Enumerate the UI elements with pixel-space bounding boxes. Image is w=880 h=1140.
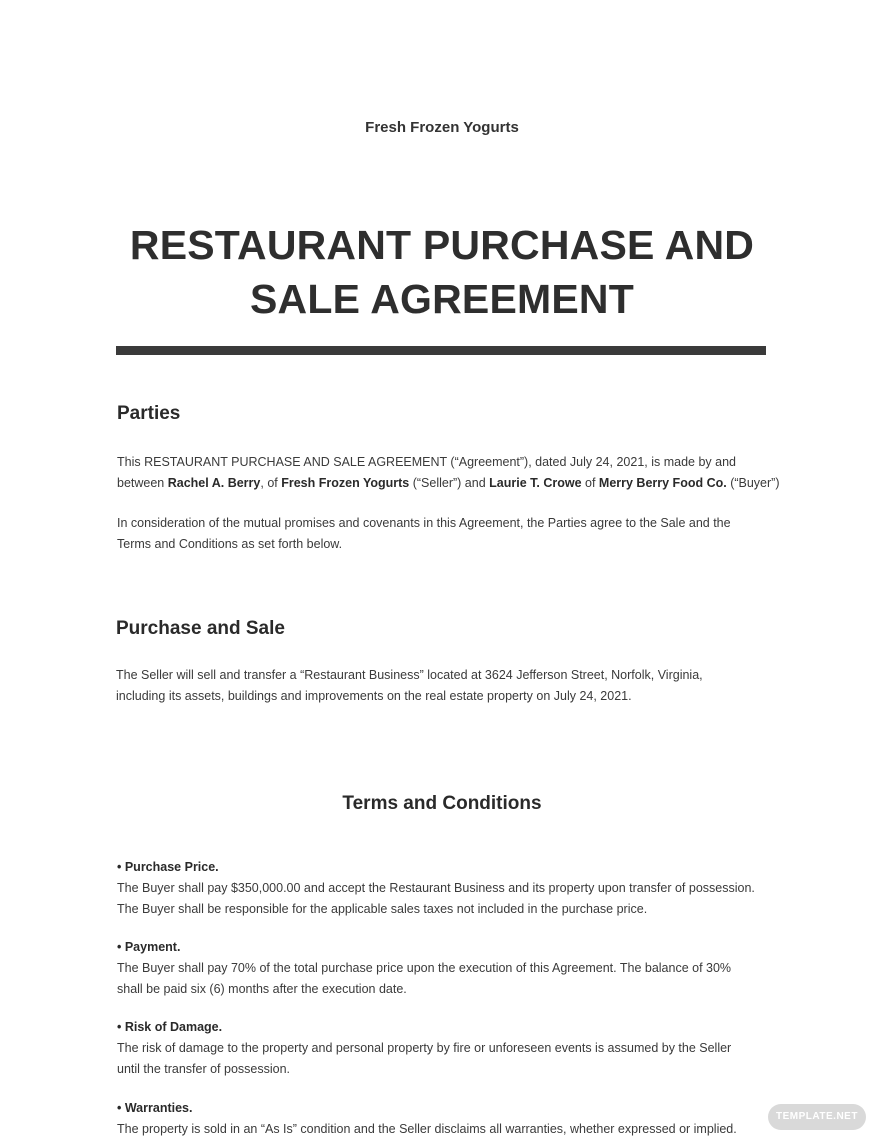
text-span: (“Buyer”) (726, 476, 780, 490)
document-title (60, 218, 824, 326)
term-line: The Buyer shall pay 70% of the total purchase price upon the execution of this Agreement. The balance of 30% (117, 961, 732, 975)
term-title: • Risk of Damage. (117, 1020, 223, 1034)
title-divider (116, 346, 766, 355)
purchase-sale-line1: The Seller will sell and transfer a “Restaurant Business” located at 3624 Jefferson Street, Norfolk, Virginia, (116, 668, 703, 682)
term-line: until the transfer of possession. (117, 1062, 291, 1076)
title-line-1: RESTAURANT PURCHASE AND (129, 222, 755, 268)
term-line: shall be paid six (6) months after the execution date. (117, 982, 407, 996)
term-warranties (117, 1098, 807, 1140)
parties-paragraph-1 (117, 452, 797, 494)
text-span: of (581, 476, 599, 490)
terms-heading: Terms and Conditions (342, 793, 542, 814)
term-title: • Payment. (117, 940, 181, 954)
text-span: , of (260, 476, 282, 490)
seller-name: Rachel A. Berry (167, 476, 261, 490)
term-line: The Buyer shall pay $350,000.00 and accept the Restaurant Business and its property upon transfer of possession. (117, 881, 755, 895)
term-risk-of-damage (117, 1017, 807, 1080)
text-span: between (117, 476, 168, 490)
buyer-name: Laurie T. Crowe (489, 476, 582, 490)
purchase-sale-paragraph (116, 665, 796, 707)
parties-p2-line2: Terms and Conditions as set forth below. (117, 537, 343, 551)
purchase-sale-line2: including its assets, buildings and improvements on the real estate property on July 24, 2021. (116, 689, 632, 703)
term-line: The Buyer shall be responsible for the applicable sales taxes not included in the purchase price. (117, 902, 648, 916)
buyer-company: Merry Berry Food Co. (598, 476, 727, 490)
title-line-2: SALE AGREEMENT (250, 276, 634, 322)
parties-p2-line1: In consideration of the mutual promises and covenants in this Agreement, the Parties agree to the Sale and the (117, 516, 731, 530)
term-line: The risk of damage to the property and personal property by fire or unforeseen events is assumed by the Seller (117, 1041, 732, 1055)
term-title: • Purchase Price. (117, 860, 219, 874)
template-watermark-badge: TEMPLATE.NET (768, 1104, 866, 1130)
text-span: (“Seller”) and (409, 476, 490, 490)
parties-p1-line1: This RESTAURANT PURCHASE AND SALE AGREEMENT (“Agreement”), dated July 24, 2021, is made by and (117, 455, 736, 469)
parties-paragraph-2 (117, 513, 797, 555)
term-line: The property is sold in an “As Is” condition and the Seller disclaims all warranties, whether expressed or implied. (117, 1122, 737, 1136)
company-name: Fresh Frozen Yogurts (365, 119, 519, 136)
purchase-sale-heading: Purchase and Sale (116, 618, 285, 639)
parties-p1-line2 (117, 473, 797, 494)
term-title: • Warranties. (117, 1101, 193, 1115)
parties-heading: Parties (117, 403, 181, 424)
term-payment (117, 937, 807, 1000)
term-purchase-price (117, 857, 807, 920)
seller-company: Fresh Frozen Yogurts (281, 476, 410, 490)
